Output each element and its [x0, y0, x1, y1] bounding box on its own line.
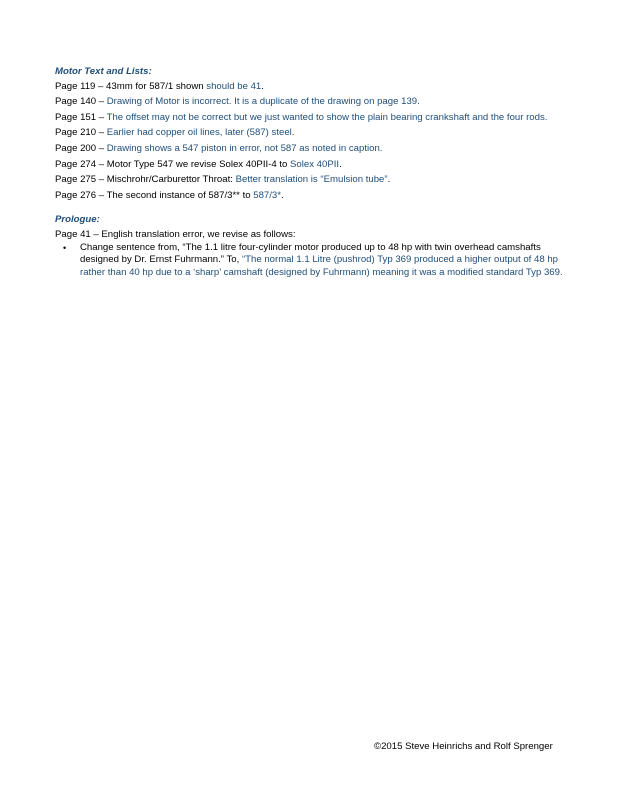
- bullet-text: Change sentence from, “The 1.1 litre four-cylinder motor produced up to 48 hp with twin overhead camshafts designed by Dr. Ernst Fuhrmann.” To,: [80, 241, 541, 266]
- erratum-entry: [55, 174, 570, 187]
- entry-correction: Better translation is “Emulsion tube”: [235, 174, 388, 186]
- entry-suffix: .: [387, 174, 391, 186]
- entry-suffix: .: [261, 80, 264, 92]
- entry-correction: Earlier had copper oil lines, later (587) steel.: [106, 127, 295, 139]
- section-heading-prologue: Prologue:: [55, 214, 100, 226]
- entry-text: Page 200 –: [55, 142, 107, 154]
- erratum-entry: [55, 112, 570, 125]
- prologue-bullet-item: [55, 242, 570, 280]
- entry-text: Page 119 – 43mm for 587/1 shown: [55, 80, 207, 92]
- erratum-entry: [55, 143, 570, 156]
- entry-correction: should be 41: [206, 80, 262, 92]
- copyright-footer: ©2015 Steve Heinrichs and Rolf Sprenger: [374, 741, 553, 752]
- entry-text: Page 151 –: [55, 111, 107, 123]
- erratum-entry: [55, 81, 570, 94]
- bullet-icon: •: [63, 242, 67, 253]
- erratum-entry: [55, 190, 570, 203]
- erratum-entry: [55, 159, 570, 172]
- entry-suffix: .: [339, 158, 342, 170]
- entry-correction: 587/3*: [253, 189, 281, 201]
- entry-text: Page 140 –: [55, 96, 107, 108]
- document-body: [55, 66, 570, 279]
- section-spacer: [55, 205, 570, 214]
- entry-correction: Drawing of Motor is incorrect. It is a duplicate of the drawing on page 139.: [106, 96, 420, 108]
- bullet-correction: “The normal 1.1 Litre (pushrod) Typ 369 produced a higher output of 48 hp rather than 40 hp due to a ‘sharp’ camshaft (designed by Fuhrmann) meaning it was a modified standard Typ 369.: [80, 254, 563, 278]
- section-heading-motor: Motor Text and Lists:: [55, 66, 152, 77]
- erratum-entry: [55, 127, 570, 140]
- entry-text: Page 274 – Motor Type 547 we revise Solex 40PII-4 to: [55, 158, 291, 170]
- entry-suffix: .: [281, 189, 284, 201]
- prologue-intro: Page 41 – English translation error, we revise as follows:: [55, 228, 296, 240]
- entry-text: Page 276 – The second instance of 587/3** to: [55, 189, 254, 201]
- erratum-entry: [55, 96, 570, 109]
- entry-correction: Solex 40PII: [290, 158, 340, 170]
- entry-correction: Drawing shows a 547 piston in error, not 587 as noted in caption.: [106, 142, 383, 154]
- entry-text: Page 210 –: [55, 127, 107, 139]
- entry-correction: The offset may not be correct but we just wanted to show the plain bearing crankshaft and the four rods.: [106, 111, 548, 123]
- entry-text: Page 275 – Mischrohr/Carburettor Throat:: [55, 174, 236, 186]
